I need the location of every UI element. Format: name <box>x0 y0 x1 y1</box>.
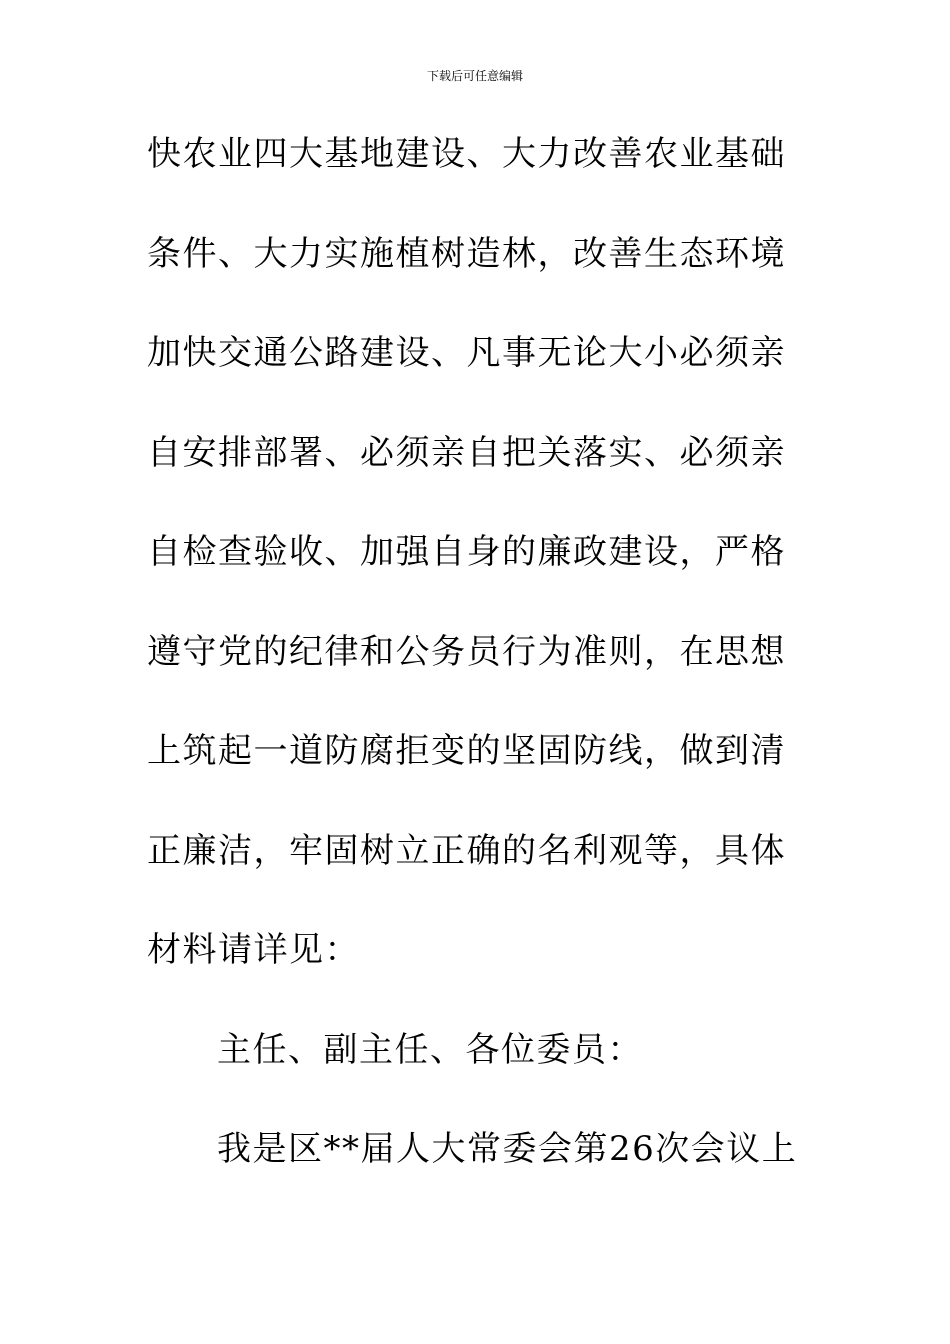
body-line: 自检查验收、加强自身的廉政建设，严格 <box>147 532 786 572</box>
body-line: 快农业四大基地建设、大力改善农业基础 <box>147 134 786 174</box>
document-body <box>147 125 827 1220</box>
body-line: 条件、大力实施植树造林，改善生态环境 <box>147 233 786 274</box>
paragraph-start-line: 我是区**届人大常委会第26次会议上 <box>217 1129 798 1169</box>
body-line: 加快交通公路建设、凡事无论大小必须亲 <box>147 333 786 373</box>
page-header-note: 下载后可任意编辑 <box>426 69 523 83</box>
body-line: 材料请详见： <box>147 930 360 970</box>
body-line: 上筑起一道防腐拒变的坚固防线，做到清 <box>147 731 786 771</box>
salutation-line: 主任、副主任、各位委员： <box>217 1029 643 1070</box>
body-line: 遵守党的纪律和公务员行为准则，在思想 <box>147 631 786 672</box>
body-line: 正廉洁，牢固树立正确的名利观等，具体 <box>147 830 786 871</box>
body-line: 自安排部署、必须亲自把关落实、必须亲 <box>147 432 786 473</box>
